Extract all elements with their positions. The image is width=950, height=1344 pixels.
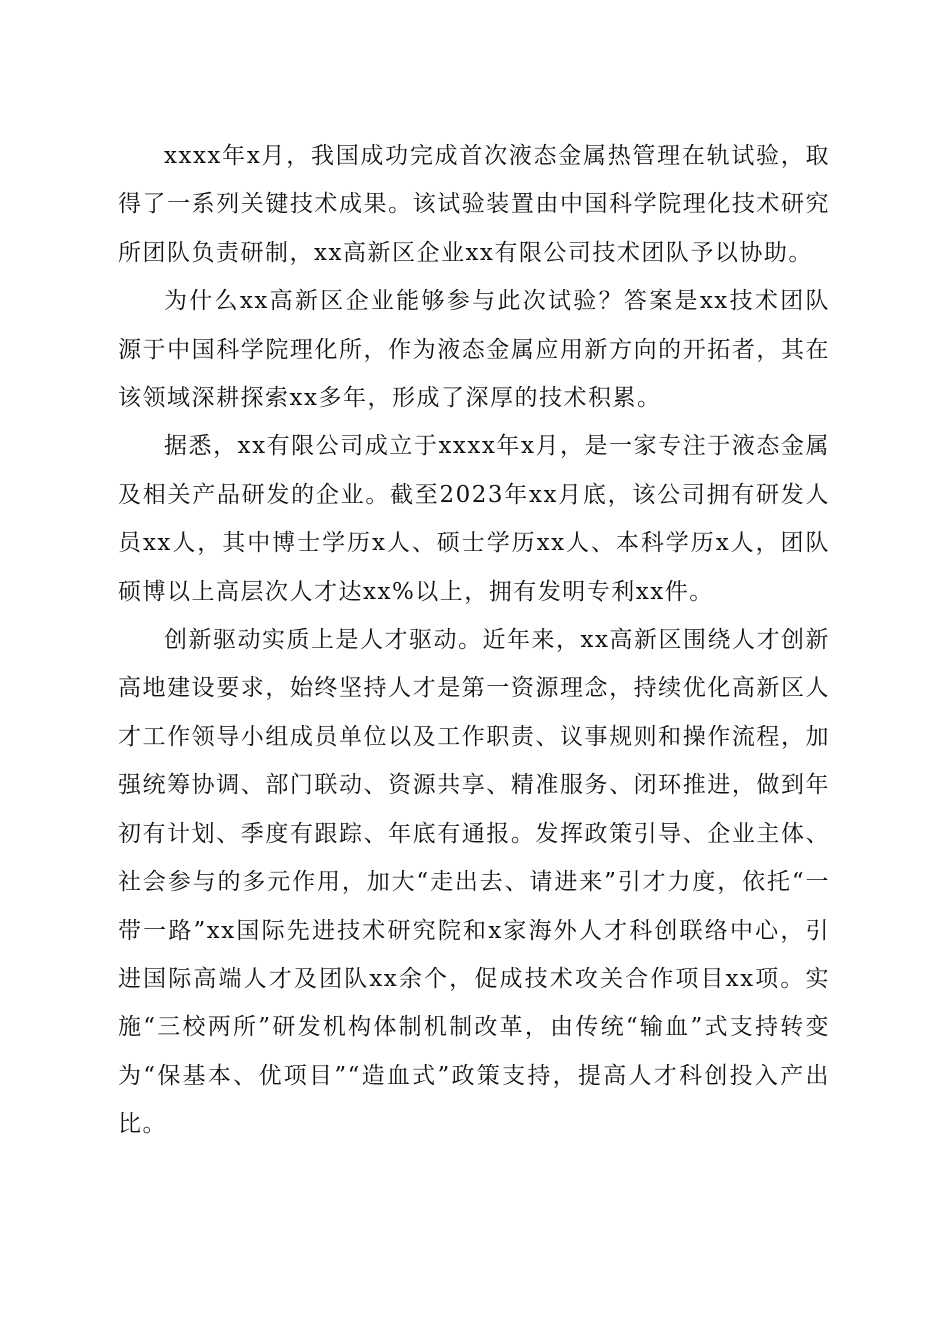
paragraph-3: 据悉，xx有限公司成立于xxxx年x月，是一家专注于液态金属及相关产品研发的企业。截至2023年xx月底，该公司拥有研发人员xx人，其中博士学历x人、硕士学历xx人、本科学历x人，团队硕博以上高层次人才达xx%以上，拥有发明专利xx件。 — [118, 433, 830, 605]
paragraph-4: 创新驱动实质上是人才驱动。近年来，xx高新区围绕人才创新高地建设要求，始终坚持人才是第一资源理念，持续优化高新区人才工作领导小组成员单位以及工作职责、议事规则和操作流程，加强统筹协调、部门联动、资源共享、精准服务、闭环推进，做到年初有计划、季度有跟踪、年底有通报。发挥政策引导、企业主体、社会参与的多元作用，加大“走出去、请进来”引才力度，依托“一带一路”xx国际先进技术研究院和x家海外人才科创联络中心，引进国际高端人才及团队xx余个，促成技术攻关合作项目xx项。实施“三校两所”研发机构体制机制改革，由传统“输血”式支持转变为“保基本、优项目”“造血式”政策支持，提高人才科创投入产出比。 — [118, 627, 830, 1138]
paragraph-2: 为什么xx高新区企业能够参与此次试验？答案是xx技术团队源于中国科学院理化所，作为液态金属应用新方向的开拓者，其在该领域深耕探索xx多年，形成了深厚的技术积累。 — [118, 288, 830, 412]
paragraph-1: xxxx年x月，我国成功完成首次液态金属热管理在轨试验，取得了一系列关键技术成果。该试验装置由中国科学院理化技术研究所团队负责研制，xx高新区企业xx有限公司技术团队予以协助。 — [118, 143, 830, 266]
article-body — [118, 132, 830, 1149]
